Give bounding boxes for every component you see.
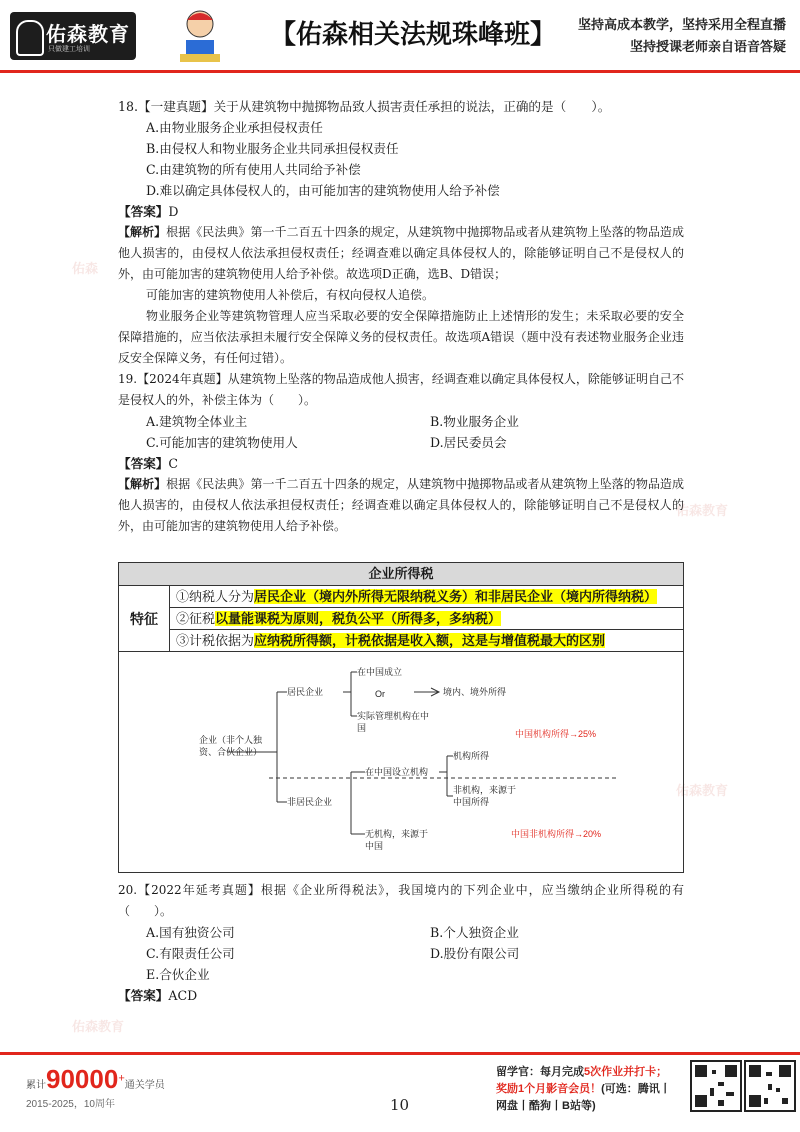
- footer-tail: 通关学员: [124, 1080, 165, 1091]
- header-slogan-line2: 坚持授课老师亲自语音答疑: [629, 39, 786, 54]
- footer-years: 2015-2025，10周年: [26, 1099, 115, 1110]
- diagram-management: 实际管理机构在中国: [357, 711, 430, 733]
- analysis-label: 【解析】: [118, 477, 167, 491]
- q18-analysis-para3: 物业服务企业等建筑物管理人应当采取必要的安全保障措施防止上述情形的发生；未采取必要的安全保障措施的，应当依法承担未履行安全保障义务的侵权责任。故选项A错误（题中没有表述物业服务企业违反安全保障义务，有任何过错）。: [118, 309, 684, 365]
- brand-logo: [10, 12, 136, 60]
- header-divider: [0, 70, 800, 73]
- question-20-stem: 20.【2022年延考真题】根据《企业所得税法》，我国境内的下列企业中，应当缴纳企业所得税的有（ ）。: [118, 883, 684, 918]
- taxpayer-classification-diagram: [119, 652, 683, 872]
- footer-promo: [496, 1064, 694, 1115]
- q20-options-row2: [118, 943, 684, 964]
- diagram-rate25: 中国机构所得→25%: [515, 729, 597, 739]
- q19-option-d: D.居民委员会: [430, 435, 507, 450]
- promo-label: 留学官：: [496, 1066, 540, 1078]
- q18-analysis: [118, 222, 684, 285]
- diagram-non-inst-income: 非机构，来源于中国所得: [453, 785, 517, 807]
- table-row-features: [119, 586, 683, 652]
- answer-value: ACD: [168, 988, 198, 1003]
- feature-3: [170, 630, 683, 651]
- q19-option-a: A.建筑物全体业主: [146, 414, 248, 429]
- main-content: [118, 96, 684, 537]
- corporate-income-tax-table: [118, 562, 684, 873]
- watermark: 佑森教育: [676, 783, 729, 798]
- promo-options: (可选：腾讯丨: [601, 1083, 671, 1095]
- q20-option-a: A.国有独资公司: [146, 925, 235, 940]
- feature-3-highlight: 应纳税所得额，计税依据是收入额，这是与增值税最大的区别: [254, 633, 606, 648]
- diagram-worldwide: 境内、境外所得: [443, 687, 507, 697]
- page-title: 【佑森相关法规珠峰班】: [270, 19, 557, 49]
- header-slogan: [578, 14, 786, 58]
- q20-option-b: B.个人独资企业: [430, 925, 519, 940]
- q20-option-c: C.有限责任公司: [146, 946, 235, 961]
- q18-option-c: C.由建筑物的所有使用人共同给予补偿: [146, 162, 361, 177]
- logo-name: 佑森教育: [46, 24, 130, 46]
- q20-options-row1: [118, 922, 684, 943]
- table-row-label: 特征: [119, 586, 170, 651]
- footer-num: 90000: [46, 1064, 119, 1094]
- q19-option-b: B.物业服务企业: [430, 414, 519, 429]
- diagram-nonresident: 非居民企业: [287, 797, 333, 807]
- q18-answer: [118, 201, 684, 222]
- analysis-label: 【解析】: [118, 225, 167, 239]
- footer-divider: [0, 1052, 800, 1055]
- q19-options-row2: [118, 432, 684, 453]
- q19-analysis: [118, 474, 684, 537]
- table-row-body: [170, 586, 683, 651]
- question-19-stem: 19.【2024年真题】从建筑物上坠落的物品造成他人损害，经调查难以确定具体侵权人，除能够证明自己不是侵权人的外，补偿主体为（ ）。: [118, 372, 684, 407]
- diagram-or: Or: [375, 689, 385, 699]
- q19-options-row1: [118, 411, 684, 432]
- q20-answer: [118, 985, 684, 1006]
- answer-label: 【答案】: [118, 204, 169, 219]
- feature-3-lead: ③计税依据为: [176, 633, 255, 648]
- logo-slogan: 只做建工培训: [48, 46, 90, 53]
- feature-1-highlight: 居民企业（境内外所得无限纳税义务）和非居民企业（境内所得纳税）: [254, 589, 658, 604]
- q18-option-a: A.由物业服务企业承担侵权责任: [146, 120, 323, 135]
- page-number: 10: [390, 1096, 410, 1114]
- watermark: 佑森教育: [72, 1019, 125, 1034]
- q19-answer: [118, 453, 684, 474]
- watermark: 佑森: [72, 261, 99, 276]
- page-header: [0, 0, 800, 80]
- promo-text: 每月完成: [540, 1066, 584, 1078]
- watermark: 佑森教育: [676, 503, 729, 518]
- answer-value: C: [168, 456, 179, 471]
- q18-option-b: B.由侵权人和物业服务企业共同承担侵权责任: [146, 141, 399, 156]
- qr-code-icon: [744, 1060, 796, 1112]
- question-20: [118, 880, 684, 1006]
- diagram-has-inst: 在中国设立机构: [365, 767, 429, 777]
- footer-stats: [26, 1064, 165, 1110]
- feature-2-lead: ②征税: [176, 611, 216, 626]
- logo-emblem-icon: [16, 20, 44, 56]
- answer-value: D: [168, 204, 179, 219]
- mascot-icon: [176, 6, 224, 64]
- footer-sup: +: [118, 1072, 125, 1085]
- q19-option-c: C.可能加害的建筑物使用人: [146, 435, 298, 450]
- question-18-stem: 18.【一建真题】关于从建筑物中抛掷物品致人损害责任承担的说法，正确的是（ ）。: [118, 99, 611, 114]
- promo-highlight: 5次作业并打卡；: [584, 1066, 668, 1078]
- diagram-inst-income: 机构所得: [453, 751, 490, 761]
- promo-reward: 奖励1个月影音会员！: [496, 1083, 602, 1095]
- q20-option-e: E.合伙企业: [146, 967, 210, 982]
- qr-code-icon: [690, 1060, 742, 1112]
- analysis-text: 根据《民法典》第一千二百五十四条的规定，从建筑物中抛掷物品或者从建筑物上坠落的物品造成他人损害的，由侵权人依法承担侵权责任；经调查难以确定具体侵权人的，除能够证明自己不是侵权人的外，由可能加害的建筑物使用人给予补偿。: [118, 477, 684, 533]
- answer-label: 【答案】: [118, 456, 169, 471]
- diagram-rate20: 中国非机构所得→20%: [511, 829, 602, 839]
- diagram-resident: 居民企业: [287, 687, 324, 697]
- diagram-no-inst: 无机构，来源于中国: [365, 829, 429, 851]
- analysis-text: 根据《民法典》第一千二百五十四条的规定，从建筑物中抛掷物品或者从建筑物上坠落的物品造成他人损害的，由侵权人依法承担侵权责任；经调查难以确定具体侵权人的，除能够证明自己不是侵权人的外，由可能加害的建筑物使用人给予补偿。故选项D正确，选B、D错误；: [118, 225, 684, 281]
- diagram-established: 在中国成立: [357, 667, 403, 677]
- answer-label: 【答案】: [118, 988, 169, 1003]
- header-slogan-line1: 坚持高成本教学，坚持采用全程直播: [577, 17, 786, 32]
- q18-option-d: D.难以确定具体侵权人的，由可能加害的建筑物使用人给予补偿: [146, 183, 500, 198]
- feature-1: [170, 586, 683, 608]
- promo-options-2: 网盘丨酷狗丨B站等): [496, 1100, 596, 1112]
- table-title: 企业所得税: [119, 563, 683, 586]
- q18-analysis-para2: 可能加害的建筑物使用人补偿后，有权向侵权人追偿。: [146, 288, 435, 302]
- feature-1-lead: ①纳税人分为: [176, 589, 255, 604]
- feature-2-highlight: 以量能课税为原则，税负公平（所得多，多纳税）: [215, 611, 502, 626]
- q20-option-d: D.股份有限公司: [430, 946, 520, 961]
- feature-2: [170, 608, 683, 630]
- diagram-root: 企业（非个人独资、合伙企业）: [199, 735, 263, 757]
- footer-top: 累计: [26, 1080, 46, 1091]
